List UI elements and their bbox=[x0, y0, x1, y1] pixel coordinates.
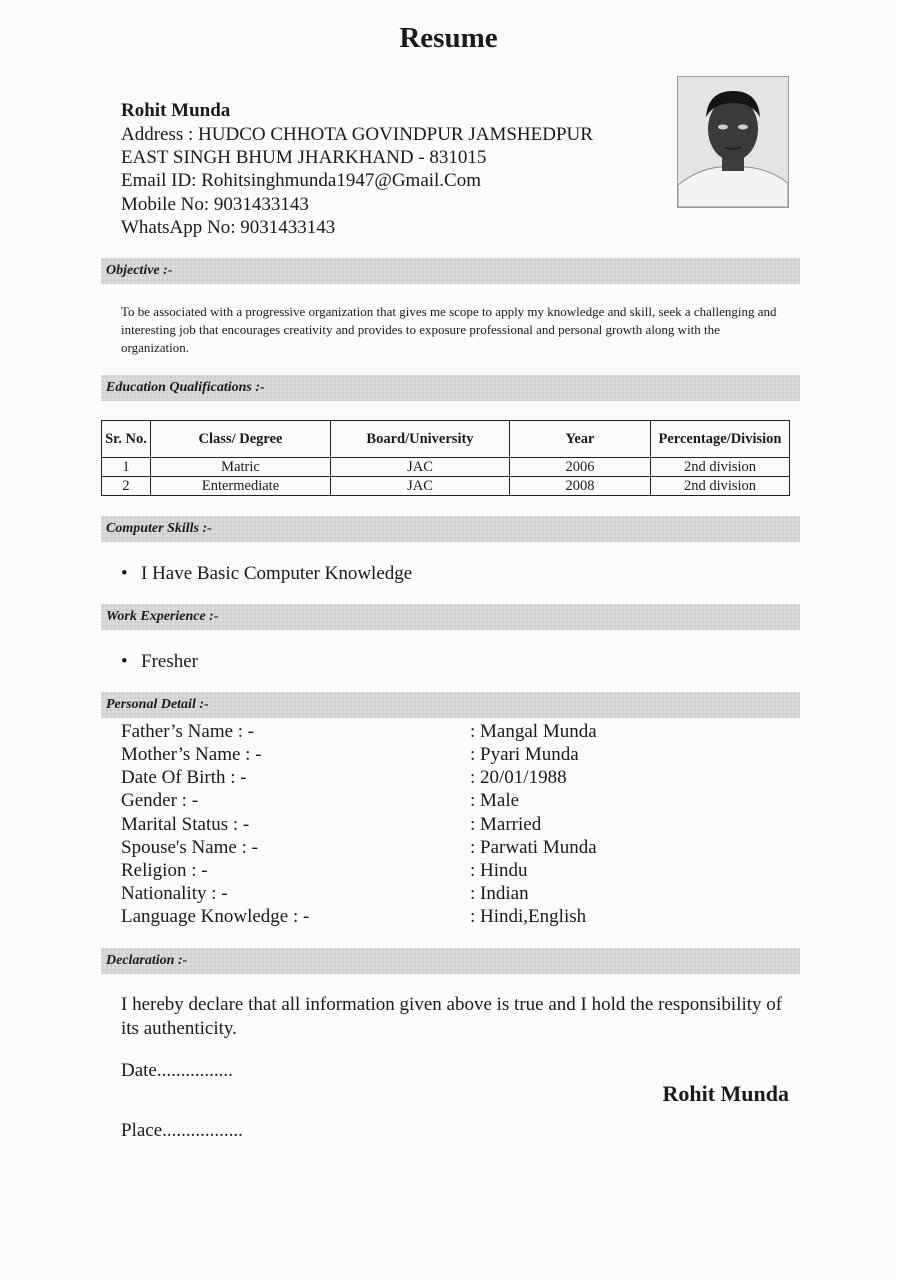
personal-detail-label: Date Of Birth : - bbox=[121, 767, 247, 788]
personal-detail-value: : Male bbox=[470, 790, 520, 811]
personal-detail-value: : Mangal Munda bbox=[470, 721, 597, 742]
declaration-text: I hereby declare that all information given above is true and I hold the responsibility of its authenticity. bbox=[121, 994, 783, 1039]
personal-detail-value: : Indian bbox=[470, 883, 529, 904]
address-line-2: EAST SINGH BHUM JHARKHAND - 831015 bbox=[121, 147, 487, 168]
table-cell: 2008 bbox=[510, 477, 651, 496]
section-header-education: Education Qualifications :- bbox=[101, 375, 800, 401]
personal-detail-label: Language Knowledge : - bbox=[121, 906, 310, 927]
personal-detail-value: : 20/01/1988 bbox=[470, 767, 567, 788]
personal-detail-label: Marital Status : - bbox=[121, 814, 250, 835]
table-row bbox=[102, 477, 790, 496]
bullet-icon: • bbox=[121, 651, 128, 672]
section-header-objective: Objective :- bbox=[101, 258, 800, 284]
whatsapp-line: WhatsApp No: 9031433143 bbox=[121, 217, 336, 238]
date-label: Date................ bbox=[121, 1060, 233, 1081]
table-header-row bbox=[102, 421, 790, 458]
personal-detail-label: Gender : - bbox=[121, 790, 199, 811]
experience-text: Fresher bbox=[141, 651, 198, 672]
column-header-sr-no: Sr. No. bbox=[102, 421, 151, 458]
signature-name: Rohit Munda bbox=[662, 1081, 789, 1106]
section-header-personal-detail: Personal Detail :- bbox=[101, 692, 800, 718]
candidate-name: Rohit Munda bbox=[121, 100, 231, 121]
column-header-year: Year bbox=[510, 421, 651, 458]
page-title: Resume bbox=[399, 22, 498, 54]
personal-detail-value: : Hindi,English bbox=[470, 906, 587, 927]
personal-detail-label: Spouse's Name : - bbox=[121, 837, 258, 858]
list-item bbox=[121, 563, 412, 585]
list-item bbox=[121, 651, 198, 673]
objective-text: To be associated with a progressive organization that gives me scope to apply my knowledge and skill, seek a challenging and interesting job that encourages creativity and provides to exposure professional and personal growth along with the organization. bbox=[121, 304, 777, 355]
table-cell: JAC bbox=[331, 458, 510, 477]
column-header-class-degree: Class/ Degree bbox=[151, 421, 331, 458]
table-cell: 2 bbox=[102, 477, 151, 496]
personal-detail-value: : Married bbox=[470, 814, 542, 835]
section-header-computer-skills: Computer Skills :- bbox=[101, 516, 800, 542]
personal-detail-label: Religion : - bbox=[121, 860, 208, 881]
personal-detail-value: : Parwati Munda bbox=[470, 837, 597, 858]
education-table bbox=[101, 420, 790, 496]
table-cell: Matric bbox=[151, 458, 331, 477]
table-cell: 2nd division bbox=[651, 458, 790, 477]
column-header-board-university: Board/University bbox=[331, 421, 510, 458]
profile-photo bbox=[677, 76, 789, 208]
mobile-line: Mobile No: 9031433143 bbox=[121, 194, 309, 215]
personal-detail-value: : Hindu bbox=[470, 860, 528, 881]
table-row bbox=[102, 458, 790, 477]
place-label: Place................. bbox=[121, 1120, 243, 1141]
table-cell: Entermediate bbox=[151, 477, 331, 496]
table-cell: 2nd division bbox=[651, 477, 790, 496]
bullet-icon: • bbox=[121, 563, 128, 584]
column-header-percentage-division: Percentage/Division bbox=[651, 421, 790, 458]
section-header-work-experience: Work Experience :- bbox=[101, 604, 800, 630]
personal-detail-value: : Pyari Munda bbox=[470, 744, 579, 765]
table-cell: 2006 bbox=[510, 458, 651, 477]
address-line-1: Address : HUDCO CHHOTA GOVINDPUR JAMSHEDPUR bbox=[121, 124, 593, 145]
skill-text: I Have Basic Computer Knowledge bbox=[141, 563, 413, 584]
personal-detail-label: Mother’s Name : - bbox=[121, 744, 262, 765]
email-line: Email ID: Rohitsinghmunda1947@Gmail.Com bbox=[121, 170, 482, 191]
section-header-declaration: Declaration :- bbox=[101, 948, 800, 974]
person-icon bbox=[678, 77, 788, 207]
personal-detail-label: Father’s Name : - bbox=[121, 721, 255, 742]
table-cell: JAC bbox=[331, 477, 510, 496]
table-cell: 1 bbox=[102, 458, 151, 477]
personal-detail-label: Nationality : - bbox=[121, 883, 228, 904]
